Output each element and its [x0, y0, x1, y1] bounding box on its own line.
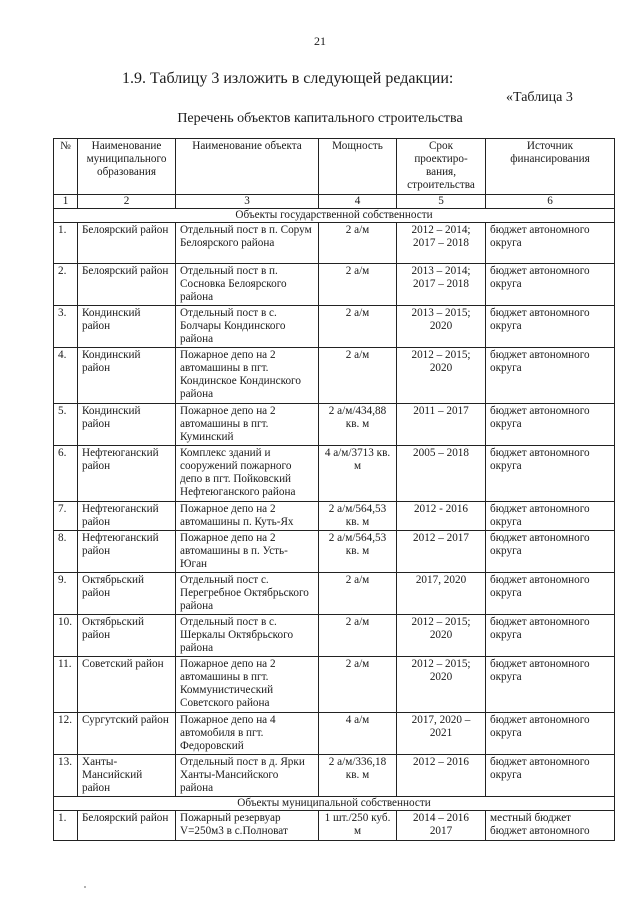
municipality-cell: Ханты-Мансийский район	[78, 755, 176, 797]
table-row	[54, 713, 615, 755]
funding-cell: бюджет автономного округа	[486, 615, 615, 657]
object-name-cell: Пожарное депо на 2 автомашины в п. Усть-Юган	[176, 531, 319, 573]
funding-cell: бюджет автономного округа	[486, 573, 615, 615]
period-cell: 2012 - 2016	[397, 502, 486, 531]
capacity-cell: 1 шт./250 куб. м	[319, 811, 397, 841]
period-cell: 2012 – 2017	[397, 531, 486, 573]
funding-cell: бюджет автономного округа	[486, 657, 615, 713]
object-name-cell: Отдельный пост в п. Сосновка Белоярского района	[176, 264, 319, 306]
table-row	[54, 446, 615, 502]
row-number: 1.	[54, 811, 78, 841]
table-reference: «Таблица 3	[506, 90, 573, 105]
objects-table	[53, 138, 615, 841]
row-number: 9.	[54, 573, 78, 615]
table-row	[54, 615, 615, 657]
capacity-cell: 4 а/м/3713 кв. м	[319, 446, 397, 502]
table-row	[54, 348, 615, 404]
table-row	[54, 811, 615, 841]
object-name-cell: Отдельный пост с. Перегребное Октябрьского района	[176, 573, 319, 615]
funding-cell: бюджет автономного округа	[486, 713, 615, 755]
row-number: 4.	[54, 348, 78, 404]
row-number: 12.	[54, 713, 78, 755]
funding-cell: местный бюджет бюджет автономного	[486, 811, 615, 841]
row-number: 6.	[54, 446, 78, 502]
period-cell: 2017, 2020	[397, 573, 486, 615]
municipality-cell: Белоярский район	[78, 811, 176, 841]
table-row	[54, 657, 615, 713]
period-cell: 2012 – 2016	[397, 755, 486, 797]
row-number: 1.	[54, 223, 78, 264]
funding-cell: бюджет автономного округа	[486, 264, 615, 306]
municipality-cell: Сургутский район	[78, 713, 176, 755]
object-name-cell: Пожарное депо на 2 автомашины в пгт. Коммунистический Советского района	[176, 657, 319, 713]
row-number: 3.	[54, 306, 78, 348]
header-cell: Источник финансирования	[486, 139, 615, 195]
capacity-cell: 2 а/м	[319, 264, 397, 306]
funding-cell: бюджет автономного округа	[486, 755, 615, 797]
period-cell: 2012 – 2015; 2020	[397, 348, 486, 404]
period-cell: 2013 – 2015; 2020	[397, 306, 486, 348]
funding-cell: бюджет автономного округа	[486, 348, 615, 404]
capacity-cell: 2 а/м/336,18 кв. м	[319, 755, 397, 797]
table-row	[54, 502, 615, 531]
period-cell: 2012 – 2015; 2020	[397, 615, 486, 657]
table-row	[54, 264, 615, 306]
row-number: 11.	[54, 657, 78, 713]
section-title: Объекты государственной собственности	[54, 209, 615, 223]
period-cell: 2017, 2020 – 2021	[397, 713, 486, 755]
row-number: 7.	[54, 502, 78, 531]
section-row-state	[54, 209, 615, 223]
capacity-cell: 2 а/м	[319, 573, 397, 615]
municipality-cell: Нефтеюганский район	[78, 446, 176, 502]
table-row	[54, 306, 615, 348]
capacity-cell: 2 а/м	[319, 615, 397, 657]
object-name-cell: Комплекс зданий и сооружений пожарного депо в пгт. Пойковский Нефтеюганского района	[176, 446, 319, 502]
municipality-cell: Белоярский район	[78, 264, 176, 306]
header-cell: №	[54, 139, 78, 195]
column-number: 5	[397, 195, 486, 209]
column-number: 4	[319, 195, 397, 209]
header-cell: Наименование муниципального образования	[78, 139, 176, 195]
funding-cell: бюджет автономного округа	[486, 531, 615, 573]
capacity-cell: 2 а/м/564,53 кв. м	[319, 502, 397, 531]
row-number: 13.	[54, 755, 78, 797]
capacity-cell: 2 а/м	[319, 306, 397, 348]
row-number: 10.	[54, 615, 78, 657]
table-row	[54, 223, 615, 264]
section-row-municipal	[54, 797, 615, 811]
period-cell: 2014 – 2016 2017	[397, 811, 486, 841]
header-cell: Мощность	[319, 139, 397, 195]
funding-cell: бюджет автономного округа	[486, 223, 615, 264]
row-number: 2.	[54, 264, 78, 306]
page-number: 21	[314, 34, 326, 48]
municipality-cell: Октябрьский район	[78, 573, 176, 615]
capacity-cell: 2 а/м	[319, 223, 397, 264]
object-name-cell: Пожарное депо на 2 автомашины п. Куть-Ях	[176, 502, 319, 531]
column-number: 6	[486, 195, 615, 209]
municipality-cell: Кондинский район	[78, 348, 176, 404]
period-cell: 2013 – 2014; 2017 – 2018	[397, 264, 486, 306]
municipality-cell: Нефтеюганский район	[78, 531, 176, 573]
section-title: Объекты муниципальной собственности	[54, 797, 615, 811]
capacity-cell: 4 а/м	[319, 713, 397, 755]
row-number: 8.	[54, 531, 78, 573]
municipality-cell: Кондинский район	[78, 306, 176, 348]
column-number: 3	[176, 195, 319, 209]
column-number: 1	[54, 195, 78, 209]
municipality-cell: Нефтеюганский район	[78, 502, 176, 531]
object-name-cell: Отдельный пост в д. Ярки Ханты-Мансийского района	[176, 755, 319, 797]
municipality-cell: Октябрьский район	[78, 615, 176, 657]
capacity-cell: 2 а/м/564,53 кв. м	[319, 531, 397, 573]
amendment-heading: 1.9. Таблицу 3 изложить в следующей редакции:	[122, 70, 454, 87]
municipality-cell: Советский район	[78, 657, 176, 713]
table-row	[54, 531, 615, 573]
capacity-cell: 2 а/м	[319, 348, 397, 404]
row-number: 5.	[54, 404, 78, 446]
object-name-cell: Отдельный пост в с. Шеркалы Октябрьского района	[176, 615, 319, 657]
header-cell: Наименование объекта	[176, 139, 319, 195]
object-name-cell: Отдельный пост в с. Болчары Кондинского района	[176, 306, 319, 348]
table-row	[54, 404, 615, 446]
object-name-cell: Пожарное депо на 2 автомашины в пгт. Кондинское Кондинского района	[176, 348, 319, 404]
capacity-cell: 2 а/м/434,88 кв. м	[319, 404, 397, 446]
period-cell: 2005 – 2018	[397, 446, 486, 502]
column-number: 2	[78, 195, 176, 209]
period-cell: 2011 – 2017	[397, 404, 486, 446]
table-title: Перечень объектов капитального строительства	[177, 111, 463, 126]
period-cell: 2012 – 2015; 2020	[397, 657, 486, 713]
column-number-row	[54, 195, 615, 209]
funding-cell: бюджет автономного округа	[486, 446, 615, 502]
table-row	[54, 755, 615, 797]
funding-cell: бюджет автономного округа	[486, 306, 615, 348]
funding-cell: бюджет автономного округа	[486, 502, 615, 531]
funding-cell: бюджет автономного округа	[486, 404, 615, 446]
capacity-cell: 2 а/м	[319, 657, 397, 713]
object-name-cell: Пожарный резервуар V=250м3 в с.Полноват	[176, 811, 319, 841]
object-name-cell: Пожарное депо на 2 автомашины в пгт. Куминский	[176, 404, 319, 446]
header-row	[54, 139, 615, 195]
table-row	[54, 573, 615, 615]
municipality-cell: Кондинский район	[78, 404, 176, 446]
object-name-cell: Пожарное депо на 4 автомобиля в пгт. Федоровский	[176, 713, 319, 755]
header-cell: Срок проектиро-вания, строительства	[397, 139, 486, 195]
object-name-cell: Отдельный пост в п. Сорум Белоярского района	[176, 223, 319, 264]
scan-dot	[84, 886, 86, 888]
municipality-cell: Белоярский район	[78, 223, 176, 264]
period-cell: 2012 – 2014; 2017 – 2018	[397, 223, 486, 264]
